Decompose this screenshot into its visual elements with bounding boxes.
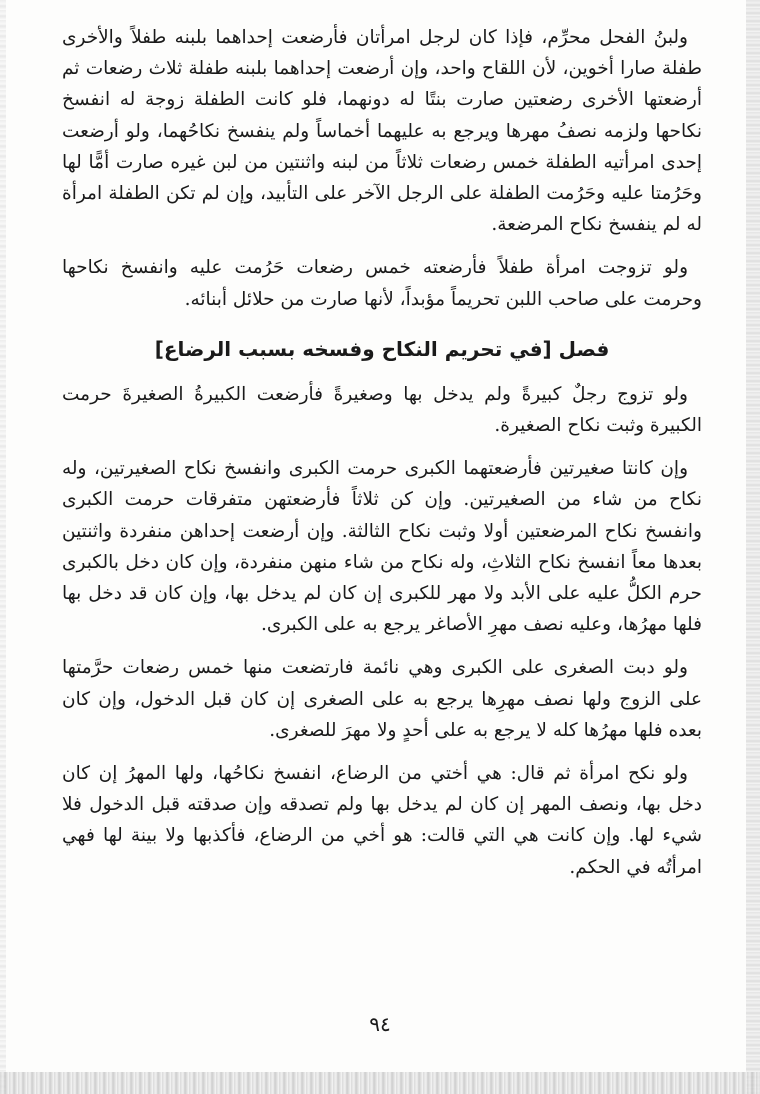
page-number: ٩٤ [369, 1012, 391, 1036]
paragraph-claims-sister: ولو نكح امرأة ثم قال: هي أختي من الرضاع، انفسخ نكاحُها، ولها المهرُ إن كان دخل بها، ونصف المهر إن كان لم يدخل بها ولم تصدقه وإن صدقته قبل الدخول فلا شيء لها. وإن كانت هي التي قالت: هو أخي من الرضاع، فأكذبها ولا بينة لها فهي امرأتُه في الحكم. [62, 763, 702, 878]
section-heading: فصل [في تحريم النكاح وفسخه بسبب الرضاع] [154, 336, 610, 361]
scan-edge-left [0, 0, 6, 1094]
paragraph-woman-married-child: ولو تزوجت امرأة طفلاً فأرضعته خمس رضعات حَرُمت عليه وانفسخ نكاحها وحرمت على صاحب اللبن تحريماً مؤبداً، لأنها صارت من حلائل أبنائه. [62, 257, 702, 310]
paragraph-young-crawled: ولو دبت الصغرى على الكبرى وهي نائمة فارتضعت منها خمس رضعات حرَّمتها على الزوج ولها نصف مهرِها يرجع به على الصغرى إن كان قبل الدخول، وإن كان بعده فلها مهرُها كله لا يرجع به على أحدٍ ولا مهرَ للصغرى. [62, 657, 702, 741]
paragraph-two-young-wives: وإن كانتا صغيرتين فأرضعتهما الكبرى حرمت الكبرى وانفسخ نكاح الصغيرتين، وله نكاح من شاء من الصغيرتين. وإن كن ثلاثاً فأرضعتهن متفرقات حرمت الكبرى وانفسخ نكاح المرضعتين أولا وثبت نكاح الثالثة. وإن أرضعت إحداهن منفردة واثنتين بعدها معاً انفسخ نكاح الثلاثِ، وله نكاح من شاء منهن منفردة، وإن كان دخل بالكبرى حرم الكلُّ عليه على الأبد ولا مهر للكبرى إن كان لم يدخل بها، وإن كان قد دخل بها فلها مهرُها، وعليه نصف مهرِ الأصاغر يرجع به على الكبرى. [62, 458, 702, 636]
paragraph-elder-and-younger: ولو تزوج رجلٌ كبيرةً ولم يدخل بها وصغيرةً فأرضعت الكبيرةُ الصغيرةَ حرمت الكبيرة وثبت نكاح الصغيرة. [62, 383, 702, 437]
body-text [62, 22, 702, 883]
paragraph-milk-of-stallion: ولبنُ الفحل محرِّم، فإذا كان لرجل امرأتان فأرضعت إحداهما بلبنه طفلاً والأخرى طفلة صارا أخوين، لأن اللقاح واحد، وإن أرضعت إحداهما بلبنه طفلة ثلاث رضعات ثم أرضعتها الأخرى رضعتين صارت بنتًا له دونهما، فلو كانت الطفلة زوجة له انفسخ نكاحها ولزمه نصفُ مهرها ويرجع به عليهما أخماساً ولم ينفسخ نكاحُهما، ولو أرضعت إحدى امرأتيه الطفلة خمس رضعات ثلاثاً من لبنه واثنتين من لبن غيره صارت أمًّا لها وحَرُمتا عليه وحَرُمت الطفلة على الرجل الآخر على التأبيد، وإن لم تكن الطفلة امرأة له لم ينفسخ نكاح المرضعة. [62, 27, 702, 236]
scan-edge-right [746, 0, 760, 1094]
scan-edge-bottom [0, 1072, 760, 1094]
